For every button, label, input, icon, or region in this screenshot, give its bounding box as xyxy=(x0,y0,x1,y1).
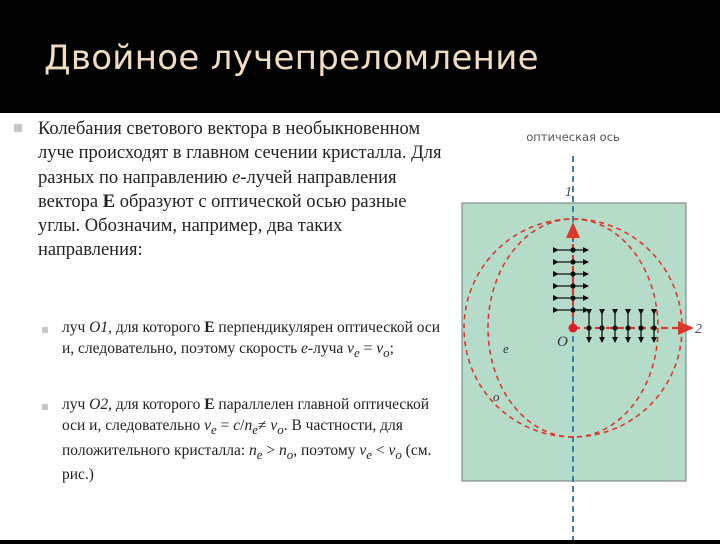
text-run: , для которого xyxy=(108,319,205,336)
text-run: перпендикулярен оптической оси и, следовательно, поэтому скорость xyxy=(62,319,441,357)
sub-bullet-marker xyxy=(42,327,48,333)
text-run: луч xyxy=(62,396,90,413)
text-run: E xyxy=(102,191,116,212)
text-run: E xyxy=(204,396,215,413)
text-run: e xyxy=(211,421,217,437)
text-run: o xyxy=(277,421,284,437)
text-run: O2 xyxy=(89,396,109,413)
sub-bullet-marker xyxy=(42,404,48,410)
text-run: n xyxy=(244,416,253,434)
text-run: v xyxy=(376,339,384,357)
optical-axis-label: оптическая ось xyxy=(526,130,620,144)
slide-title: Двойное лучепреломление xyxy=(44,38,539,78)
text-run: , поэтому xyxy=(293,441,360,459)
text-run: луч xyxy=(62,319,90,336)
figure-svg xyxy=(455,128,720,540)
o-wave-label: o xyxy=(493,389,500,404)
text-run: E xyxy=(204,319,215,336)
text-run: v xyxy=(270,416,278,434)
text-run: = xyxy=(359,339,377,357)
text-run: , для которого xyxy=(108,396,205,413)
bullet-marker xyxy=(14,124,22,132)
text-run: ≠ xyxy=(257,416,271,434)
text-run: e xyxy=(256,446,263,462)
text-run: > xyxy=(262,441,279,459)
text-run: o xyxy=(395,446,402,462)
text-run: . В частности, для положительного кристалла: xyxy=(62,416,403,459)
text-run: ; xyxy=(389,339,394,357)
text-run: e xyxy=(354,344,360,360)
e-wave-label: e xyxy=(503,341,509,356)
text-run: Колебания светового вектора в необыкновенном луче происходят в главном сечении кристалла. Для разных по направлению xyxy=(38,119,442,188)
text-run: / xyxy=(240,416,245,434)
title-bar xyxy=(0,0,720,110)
bullet-item-o2 xyxy=(62,395,447,486)
text-run: < xyxy=(371,441,389,459)
ray-2-label: 2 xyxy=(695,322,702,337)
text-run: n xyxy=(279,441,287,459)
content-panel xyxy=(0,113,720,540)
text-run: e xyxy=(301,339,308,357)
text-run: -лучей направления вектора xyxy=(38,167,397,212)
origin-point xyxy=(569,324,578,333)
text-run: (см. рис.) xyxy=(62,441,432,484)
text-run: = xyxy=(216,416,234,434)
text-run: параллелен главной оптической оси и, следовательно xyxy=(62,396,430,434)
text-run: образуют с оптической осью разные углы. Обозначим, например, два таких направления: xyxy=(38,191,407,261)
text-run: o xyxy=(383,344,390,360)
text-run: v xyxy=(388,441,396,459)
ray-1-label: 1 xyxy=(565,185,572,200)
birefringence-figure xyxy=(455,128,720,540)
text-run: e xyxy=(366,446,372,462)
text-run: o xyxy=(286,446,294,462)
text-run: c xyxy=(233,416,241,434)
origin-label: O xyxy=(557,334,568,350)
text-run: n xyxy=(249,441,257,459)
text-run: e xyxy=(252,421,258,437)
text-run: O1 xyxy=(89,319,109,336)
bullet-item-o1 xyxy=(62,318,447,364)
text-run: v xyxy=(204,416,212,434)
main-paragraph xyxy=(38,117,448,263)
text-run: -луча xyxy=(307,339,348,357)
text-run: e xyxy=(232,167,241,188)
text-run: v xyxy=(359,441,367,459)
text-run: v xyxy=(347,339,355,357)
